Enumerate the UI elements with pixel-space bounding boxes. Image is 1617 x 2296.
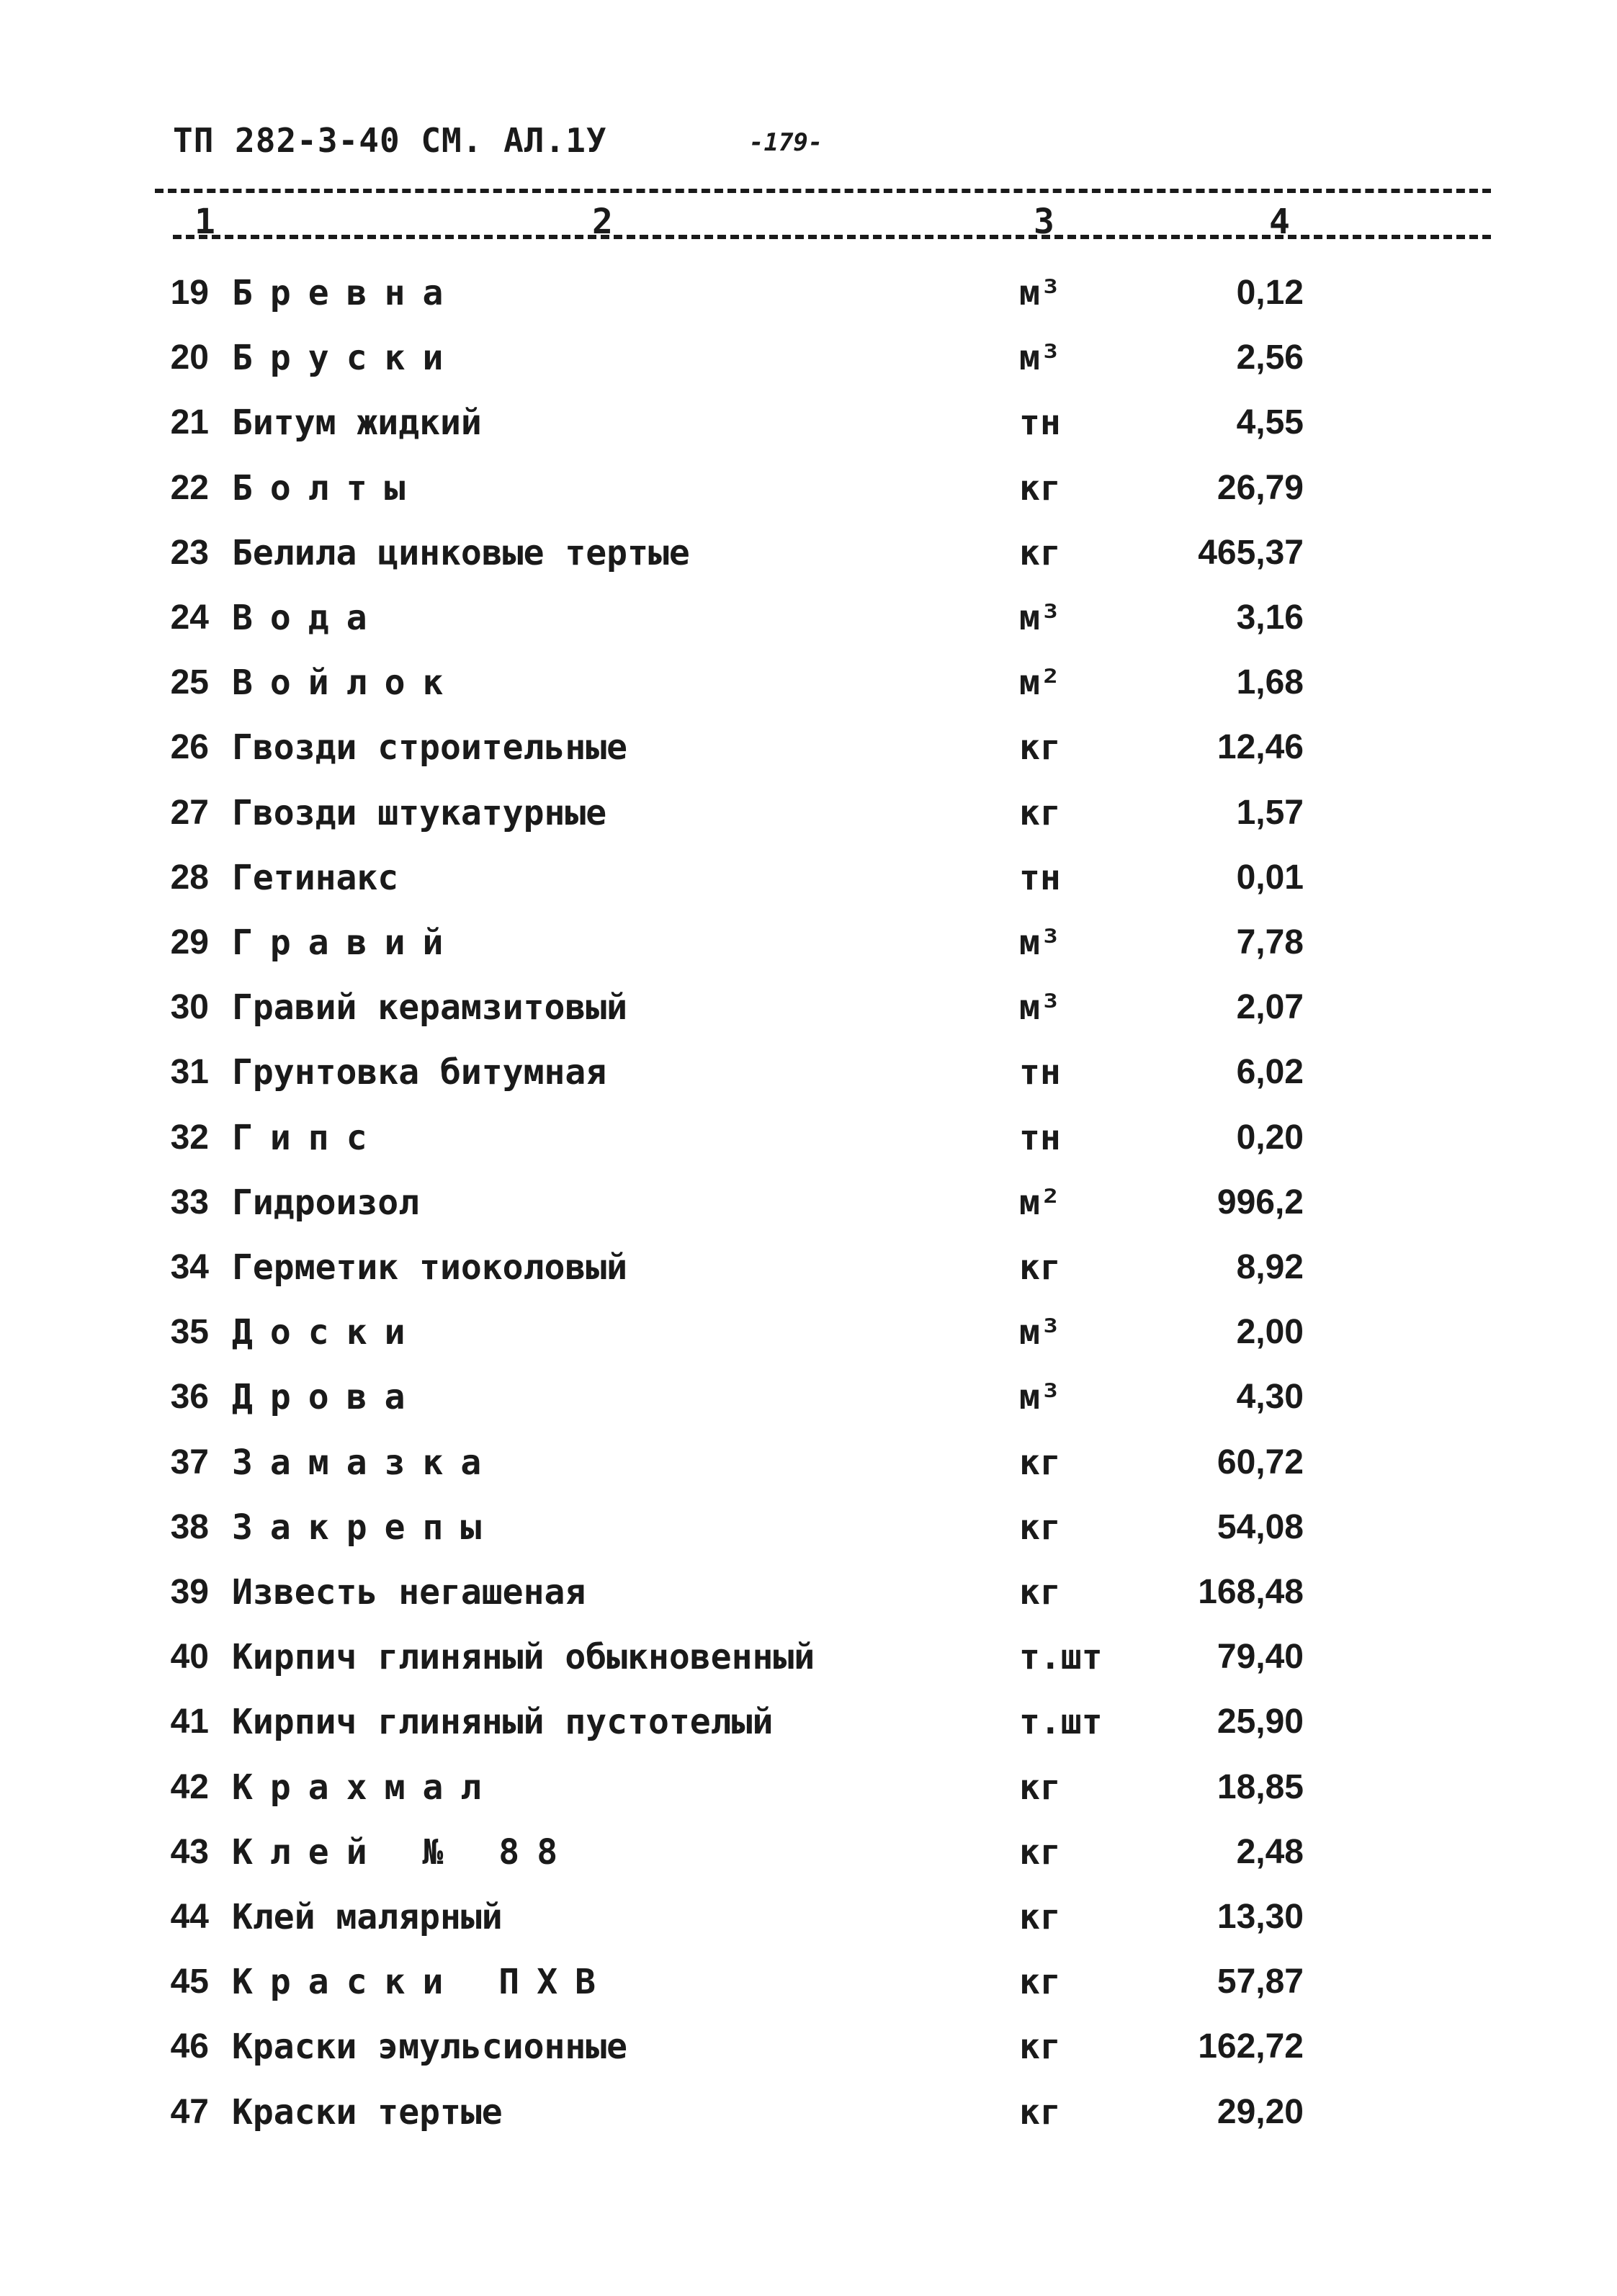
quantity-value: 0,01 <box>1236 858 1304 897</box>
quantity-value: 465,37 <box>1198 534 1304 572</box>
material-name: Гравий <box>232 923 461 963</box>
row-number: 22 <box>170 469 209 507</box>
unit-of-measure: кг <box>1019 533 1061 573</box>
material-name: Замазка <box>232 1443 499 1483</box>
table-row <box>0 1300 1617 1365</box>
unit-of-measure: т.шт <box>1019 1637 1103 1677</box>
row-number: 21 <box>170 403 209 441</box>
quantity-value: 57,87 <box>1217 1963 1304 2001</box>
row-number: 36 <box>170 1378 209 1416</box>
row-number: 45 <box>170 1963 209 2001</box>
table-row <box>0 650 1617 715</box>
header-divider <box>155 189 1491 193</box>
quantity-value: 18,85 <box>1217 1768 1304 1806</box>
unit-of-measure: м³ <box>1019 1312 1061 1353</box>
unit-of-measure: кг <box>1019 468 1061 508</box>
unit-of-measure: кг <box>1019 1832 1061 1873</box>
quantity-value: 4,30 <box>1236 1378 1304 1416</box>
unit-of-measure: м² <box>1019 663 1061 703</box>
row-number: 27 <box>170 794 209 832</box>
quantity-value: 168,48 <box>1198 1573 1304 1611</box>
table-row <box>0 910 1617 975</box>
table-row <box>0 1625 1617 1690</box>
row-number: 32 <box>170 1118 209 1157</box>
quantity-value: 26,79 <box>1217 469 1304 507</box>
row-number: 39 <box>170 1573 209 1611</box>
material-name: Гравий керамзитовый <box>232 987 628 1028</box>
quantity-value: 79,40 <box>1217 1638 1304 1676</box>
table-row <box>0 1820 1617 1885</box>
quantity-value: 13,30 <box>1217 1898 1304 1936</box>
material-name: Гвозди штукатурные <box>232 793 607 833</box>
material-name: Доски <box>232 1312 423 1353</box>
unit-of-measure: м² <box>1019 1183 1061 1223</box>
row-number: 31 <box>170 1053 209 1091</box>
unit-of-measure: кг <box>1019 1897 1061 1937</box>
quantity-value: 1,57 <box>1236 794 1304 832</box>
material-name: Гипс <box>232 1118 385 1158</box>
quantity-value: 1,68 <box>1236 663 1304 701</box>
table-row <box>0 521 1617 586</box>
quantity-value: 0,20 <box>1236 1118 1304 1157</box>
table-row <box>0 1235 1617 1300</box>
quantity-value: 8,92 <box>1236 1248 1304 1286</box>
quantity-value: 25,90 <box>1217 1703 1304 1741</box>
quantity-value: 2,48 <box>1236 1833 1304 1871</box>
unit-of-measure: кг <box>1019 793 1061 833</box>
table-row <box>0 1106 1617 1170</box>
quantity-value: 0,12 <box>1236 274 1304 312</box>
unit-of-measure: кг <box>1019 2027 1061 2067</box>
row-number: 37 <box>170 1443 209 1481</box>
material-name: Войлок <box>232 663 461 703</box>
material-name: Гетинакс <box>232 858 399 898</box>
material-name: Краски эмульсионные <box>232 2027 628 2067</box>
row-number: 29 <box>170 923 209 961</box>
table-row <box>0 975 1617 1040</box>
unit-of-measure: т.шт <box>1019 1702 1103 1742</box>
material-name: Герметик тиоколовый <box>232 1247 628 1288</box>
quantity-value: 6,02 <box>1236 1053 1304 1091</box>
material-name: Крахмал <box>232 1767 499 1808</box>
quantity-value: 2,56 <box>1236 338 1304 377</box>
unit-of-measure: кг <box>1019 1767 1061 1808</box>
material-name: Дрова <box>232 1377 423 1417</box>
material-name: Краски ПХВ <box>232 1962 613 2002</box>
table-row <box>0 715 1617 780</box>
unit-of-measure: кг <box>1019 727 1061 768</box>
row-number: 19 <box>170 274 209 312</box>
quantity-value: 162,72 <box>1198 2027 1304 2066</box>
unit-of-measure: кг <box>1019 1507 1061 1548</box>
column-number-4: 4 <box>1269 202 1290 242</box>
quantity-value: 996,2 <box>1217 1183 1304 1221</box>
unit-of-measure: тн <box>1019 403 1061 443</box>
material-name: Грунтовка битумная <box>232 1052 607 1093</box>
table-row <box>0 1430 1617 1495</box>
unit-of-measure: м³ <box>1019 273 1061 313</box>
unit-of-measure: м³ <box>1019 923 1061 963</box>
unit-of-measure: кг <box>1019 1443 1061 1483</box>
table-row <box>0 1950 1617 2014</box>
table-row <box>0 1755 1617 1820</box>
material-name: Закрепы <box>232 1507 499 1548</box>
row-number: 30 <box>170 988 209 1026</box>
table-row <box>0 1040 1617 1105</box>
table-row <box>0 390 1617 455</box>
quantity-value: 54,08 <box>1217 1508 1304 1546</box>
quantity-value: 2,00 <box>1236 1313 1304 1351</box>
material-name: Краски тертые <box>232 2092 503 2133</box>
unit-of-measure: м³ <box>1019 598 1061 638</box>
column-number-1: 1 <box>194 202 215 242</box>
material-name: Клей № 88 <box>232 1832 575 1873</box>
material-name: Бревна <box>232 273 461 313</box>
row-number: 26 <box>170 728 209 766</box>
unit-of-measure: м³ <box>1019 338 1061 378</box>
material-name: Кирпич глиняный пустотелый <box>232 1702 774 1742</box>
unit-of-measure: кг <box>1019 1247 1061 1288</box>
quantity-value: 12,46 <box>1217 728 1304 766</box>
row-number: 35 <box>170 1313 209 1351</box>
table-row <box>0 2080 1617 2145</box>
row-number: 41 <box>170 1703 209 1741</box>
material-name: Гидроизол <box>232 1183 420 1223</box>
row-number: 42 <box>170 1768 209 1806</box>
quantity-value: 2,07 <box>1236 988 1304 1026</box>
row-number: 38 <box>170 1508 209 1546</box>
material-name: Клей малярный <box>232 1897 503 1937</box>
table-row <box>0 1170 1617 1235</box>
table-row <box>0 261 1617 326</box>
unit-of-measure: кг <box>1019 1962 1061 2002</box>
table-row <box>0 781 1617 846</box>
table-row <box>0 1560 1617 1625</box>
material-name: Болты <box>232 468 423 508</box>
row-number: 28 <box>170 858 209 897</box>
page-number: -179- <box>749 128 823 157</box>
unit-of-measure: тн <box>1019 858 1061 898</box>
row-number: 23 <box>170 534 209 572</box>
material-name: Кирпич глиняный обыкновенный <box>232 1637 815 1677</box>
material-name: Вода <box>232 598 385 638</box>
table-row <box>0 2014 1617 2079</box>
table-row <box>0 846 1617 910</box>
column-header-divider <box>173 235 1491 239</box>
column-number-3: 3 <box>1034 202 1054 242</box>
quantity-value: 7,78 <box>1236 923 1304 961</box>
unit-of-measure: м³ <box>1019 987 1061 1028</box>
material-name: Битум жидкий <box>232 403 482 443</box>
material-name: Гвозди строительные <box>232 727 628 768</box>
row-number: 25 <box>170 663 209 701</box>
unit-of-measure: кг <box>1019 2092 1061 2133</box>
row-number: 47 <box>170 2093 209 2131</box>
column-number-2: 2 <box>592 202 613 242</box>
quantity-value: 29,20 <box>1217 2093 1304 2131</box>
unit-of-measure: тн <box>1019 1052 1061 1093</box>
table-row <box>0 326 1617 390</box>
table-row <box>0 1365 1617 1430</box>
material-name: Бруски <box>232 338 461 378</box>
table-row <box>0 1690 1617 1754</box>
quantity-value: 4,55 <box>1236 403 1304 441</box>
material-name: Известь негашеная <box>232 1572 586 1613</box>
quantity-value: 3,16 <box>1236 598 1304 637</box>
row-number: 43 <box>170 1833 209 1871</box>
row-number: 44 <box>170 1898 209 1936</box>
row-number: 34 <box>170 1248 209 1286</box>
material-name: Белила цинковые тертые <box>232 533 690 573</box>
row-number: 46 <box>170 2027 209 2066</box>
row-number: 40 <box>170 1638 209 1676</box>
document-code: ТП 282-3-40 СМ. АЛ.1У <box>173 121 607 160</box>
row-number: 24 <box>170 598 209 637</box>
row-number: 20 <box>170 338 209 377</box>
table-row <box>0 1495 1617 1560</box>
table-row <box>0 456 1617 521</box>
unit-of-measure: кг <box>1019 1572 1061 1613</box>
quantity-value: 60,72 <box>1217 1443 1304 1481</box>
unit-of-measure: м³ <box>1019 1377 1061 1417</box>
table-row <box>0 586 1617 650</box>
row-number: 33 <box>170 1183 209 1221</box>
unit-of-measure: тн <box>1019 1118 1061 1158</box>
table-row <box>0 1885 1617 1950</box>
